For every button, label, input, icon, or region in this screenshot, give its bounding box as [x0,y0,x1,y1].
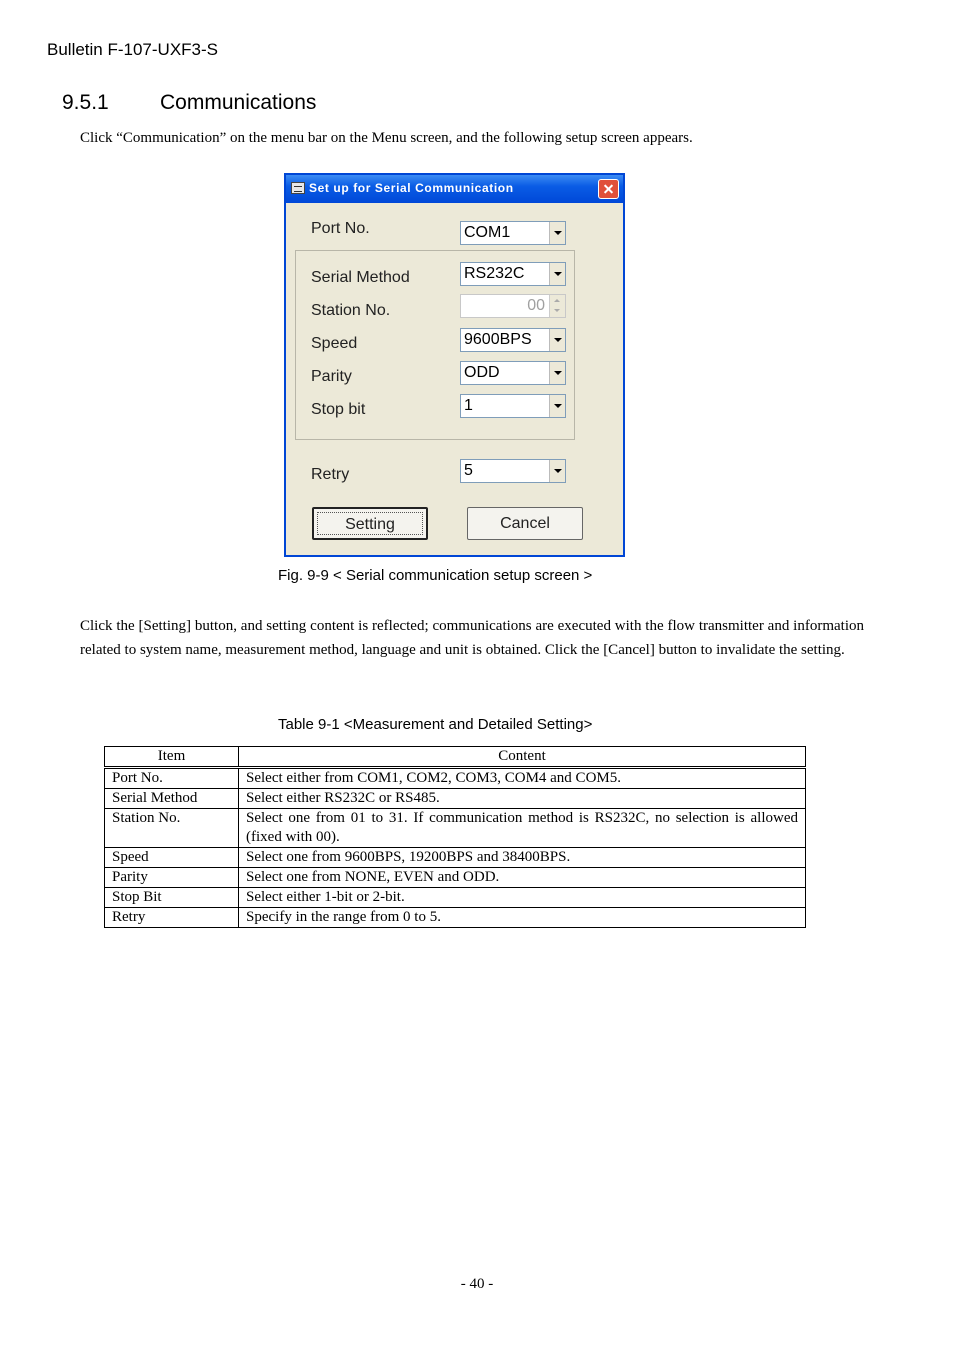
chevron-down-icon[interactable] [549,460,565,482]
intro-text: Click “Communication” on the menu bar on the Menu screen, and the following setup screen appears. [80,130,693,146]
table-cell-content: Select one from 01 to 31. If communication method is RS232C, no selection is allowed (fixed with 00). [239,809,806,848]
table-row [105,888,806,908]
table-row [105,789,806,809]
parity-select[interactable] [460,361,566,385]
retry-select[interactable] [460,459,566,483]
table-cell-item: Parity [105,868,239,888]
table-cell-content: Select either RS232C or RS485. [239,789,806,809]
speed-select[interactable] [460,328,566,352]
station-spinner[interactable] [460,294,566,318]
chevron-down-icon[interactable] [549,222,565,244]
retry-label: Retry [311,466,350,483]
table-cell-content: Select either from COM1, COM2, COM3, COM4 and COM5. [239,768,806,789]
speed-label: Speed [311,335,358,352]
chevron-down-icon[interactable] [549,263,565,285]
port-select[interactable] [460,221,566,245]
port-label: Port No. [311,220,370,237]
dialog-title: Set up for Serial Communication [309,181,514,195]
station-label: Station No. [311,302,391,319]
table-cell-item: Retry [105,908,239,928]
table-cell-item: Serial Method [105,789,239,809]
section-title: Communications [160,91,317,114]
section-number: 9.5.1 [62,91,109,114]
table-row [105,809,806,848]
table-cell-content: Select one from NONE, EVEN and ODD. [239,868,806,888]
serial-method-value: RS232C [464,265,525,282]
serial-method-select[interactable] [460,262,566,286]
header-item: Item [105,747,239,768]
table-row [105,848,806,868]
header-content: Content [239,747,806,768]
stop-bit-select[interactable] [460,394,566,418]
retry-value: 5 [464,462,473,479]
station-value: 00 [527,297,545,314]
body-paragraph: Click the [Setting] button, and setting content is reflected; communications are executed with the flow transmitter and information related to system name, measurement method, language and unit is obtained. Click the [Cancel] button to invalidate the setting. [80,618,864,658]
table-cell-content: Select either 1-bit or 2-bit. [239,888,806,908]
table-cell-item: Port No. [105,768,239,789]
table-cell-item: Speed [105,848,239,868]
window-icon [291,182,305,194]
table-cell-item: Station No. [105,809,239,848]
stop-bit-value: 1 [464,397,473,414]
dialog-titlebar[interactable] [286,175,623,203]
speed-value: 9600BPS [464,331,532,348]
settings-table [104,746,806,928]
cancel-button[interactable]: Cancel [467,507,583,540]
stop-bit-label: Stop bit [311,401,366,418]
chevron-down-icon[interactable] [549,362,565,384]
close-button[interactable] [598,179,619,199]
table-title: Table 9-1 <Measurement and Detailed Setting> [278,716,593,733]
table-row [105,908,806,928]
spin-down-icon[interactable] [549,306,565,317]
chevron-down-icon[interactable] [549,329,565,351]
table-cell-content: Select one from 9600BPS, 19200BPS and 38400BPS. [239,848,806,868]
setting-button[interactable]: Setting [312,507,428,540]
chevron-down-icon[interactable] [549,395,565,417]
table-cell-item: Stop Bit [105,888,239,908]
serial-method-label: Serial Method [311,269,410,286]
page-number: - 40 - [460,1276,494,1292]
port-value: COM1 [464,224,511,241]
table-header-row [105,747,806,768]
table-cell-content: Specify in the range from 0 to 5. [239,908,806,928]
table-row [105,768,806,789]
bulletin-header: Bulletin F-107-UXF3-S [47,40,219,59]
parity-label: Parity [311,368,352,385]
spin-up-icon[interactable] [549,295,565,306]
parity-value: ODD [464,364,500,381]
figure-caption: Fig. 9-9 < Serial communication setup screen > [278,567,593,584]
table-row [105,868,806,888]
serial-setup-dialog [284,173,625,557]
